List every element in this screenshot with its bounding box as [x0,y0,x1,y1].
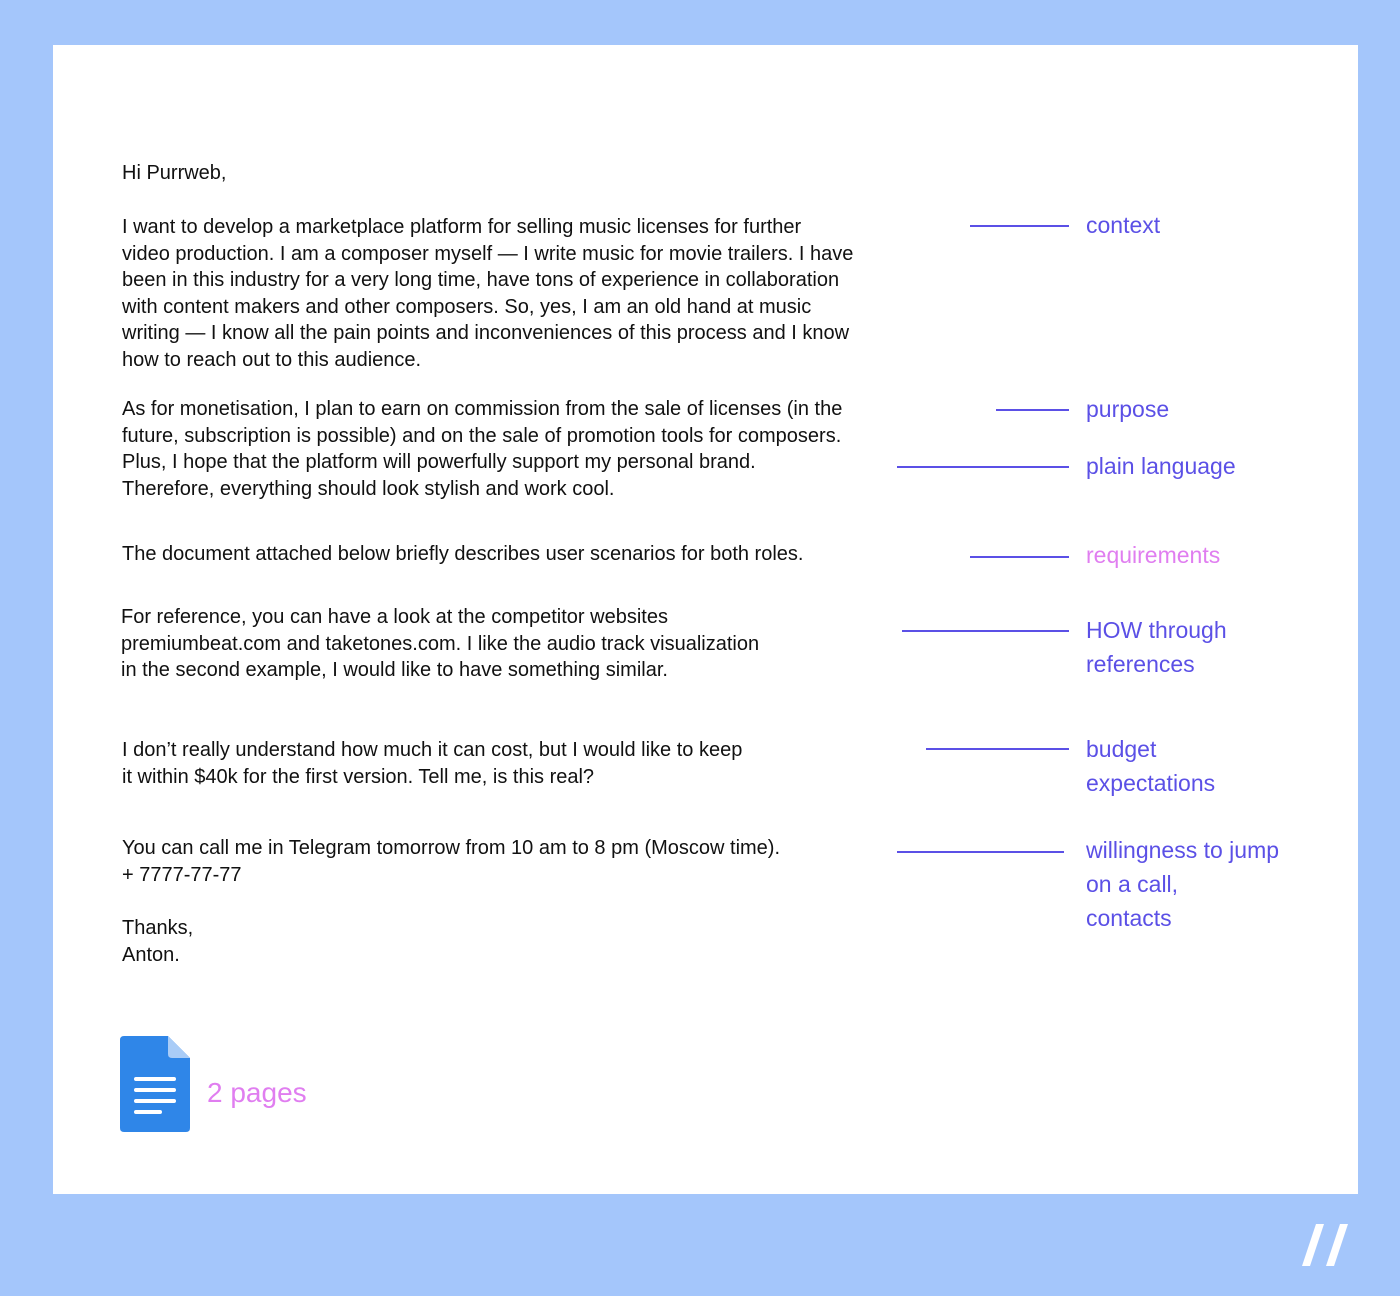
annotation-requirements: requirements [1086,542,1221,568]
requirements-connector [970,556,1069,558]
references-paragraph: For reference, you can have a look at the competitor websites premiumbeat.com and taketones.com. I like the audio track visualization in the second example, I would like to have something similar. [121,606,760,681]
budget-connector [926,748,1069,750]
signoff: Thanks, Anton. [122,917,194,966]
greeting: Hi Purrweb, [122,162,227,184]
attachment-pages-label: 2 pages [207,1077,307,1108]
annotation-call: willingness to jump on a call, contacts [1086,837,1280,931]
references-connector [902,630,1069,632]
annotation-context: context [1086,212,1161,238]
annotation-plain-language: plain language [1086,453,1236,479]
annotation-references: HOW through references [1086,617,1227,677]
budget-paragraph: I don’t really understand how much it can cost, but I would like to keep it within $40k for the first version. Tell me, is this real? [122,739,743,788]
context-paragraph: I want to develop a marketplace platform for selling music licenses for further video production. I am a composer myself — I write music for movie trailers. I have been in this industry for a very long time, have tons of experience in collaboration with content makers and other composers. So, yes, I am an old hand at music writing — I know all the pain points and inconveniences of this process and I know how to reach out to this audience. [122,216,854,371]
purpose-connector [996,409,1069,411]
context-connector [970,225,1069,227]
requirements-paragraph: The document attached below briefly describes user scenarios for both roles. [122,543,804,565]
plain-language-connector [897,466,1069,468]
document-icon[interactable] [120,1036,190,1132]
annotation-purpose: purpose [1086,396,1170,422]
monetisation-paragraph: As for monetisation, I plan to earn on commission from the sale of licenses (in the future, subscription is possible) and on the sale of promotion tools for composers. Plus, I hope that the platform will powerfully support my personal brand. Therefore, everything should look stylish and work cool. [122,398,843,500]
contact-paragraph: You can call me in Telegram tomorrow from 10 am to 8 pm (Moscow time). + 7777-77-77 [122,837,781,886]
brand-logo-icon [1302,1222,1348,1268]
annotation-budget: budget expectations [1086,736,1216,796]
call-connector [897,851,1064,853]
